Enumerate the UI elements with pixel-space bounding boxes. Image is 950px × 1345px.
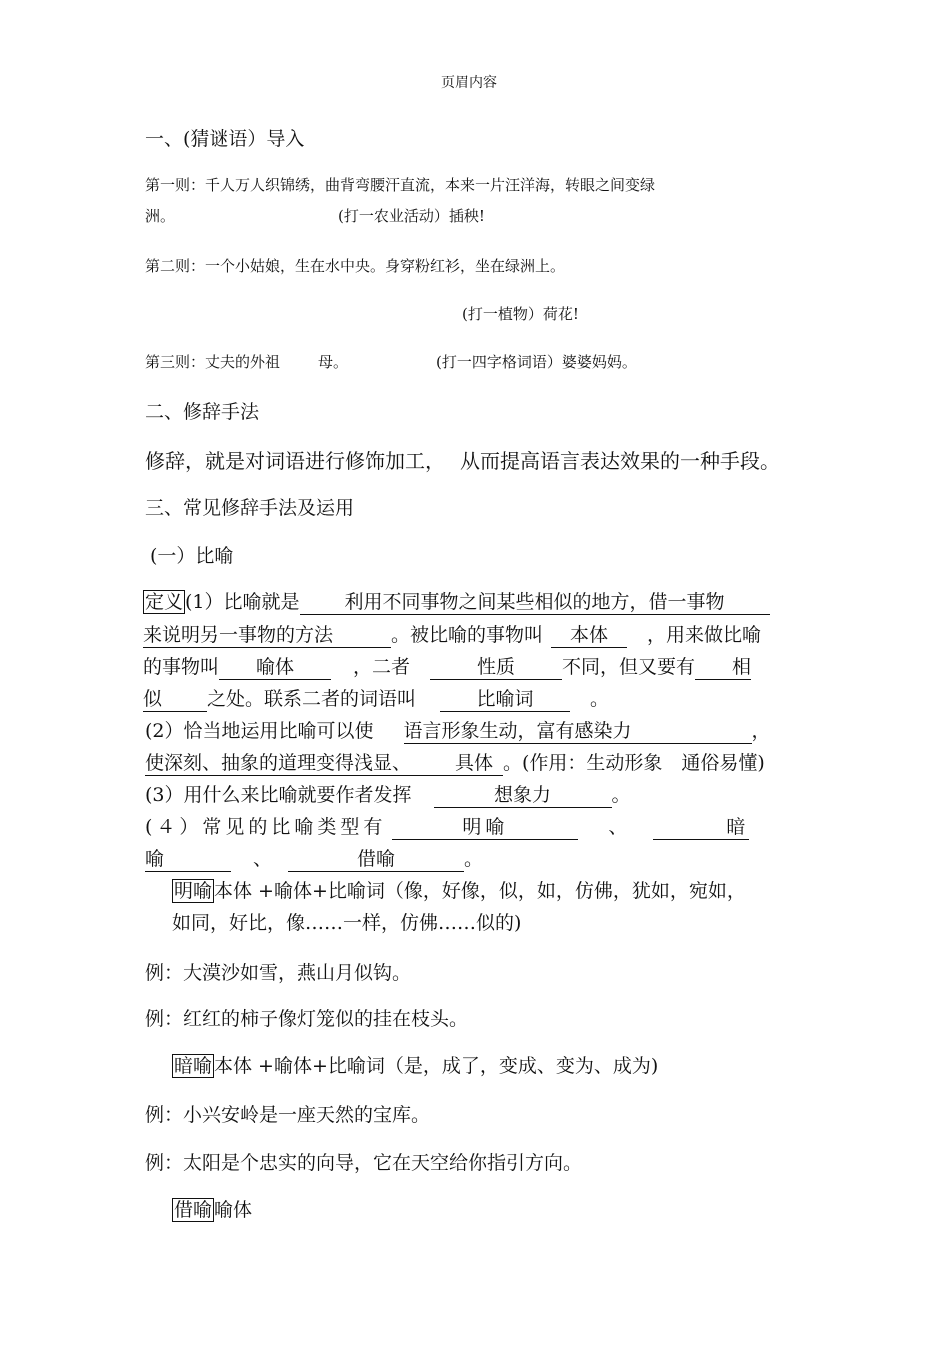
p1-text-h: 。	[590, 688, 610, 710]
section1-title: 一、(猜谜语）导入	[145, 128, 305, 150]
p1-line1	[143, 587, 770, 615]
p2-blank-1: 语言形象生动，富有感染力	[404, 721, 752, 744]
p1-line3	[143, 652, 751, 680]
riddle3-answer: (打一四字格词语）婆婆妈妈。	[436, 353, 637, 371]
jieyu-line1	[172, 1195, 252, 1222]
p2-blank-3: 具体	[445, 753, 503, 776]
p1-line2	[143, 620, 761, 648]
example-3: 例：小兴安岭是一座天然的宝库。	[145, 1104, 431, 1126]
p4-text-b: 、	[608, 816, 632, 838]
jieyu-text-1: 喻体	[214, 1199, 253, 1221]
riddle1-answer: (打一农业活动）插秧!	[338, 207, 485, 225]
p2-line2	[145, 748, 765, 776]
mingyu-line2: 如同，好比，像……一样，仿佛……似的)	[172, 912, 522, 934]
section2-title: 二、修辞手法	[145, 401, 260, 423]
p4-line2	[145, 844, 483, 872]
p4-text-a: (４）常见的比喻类型有	[145, 816, 387, 838]
p1-blank-2: 来说明另一事物的方法	[143, 625, 391, 648]
p4-blank-3: 借喻	[288, 849, 464, 872]
p2-text-a: (2）恰当地运用比喻可以使	[145, 720, 374, 742]
mingyu-text-1: 本体 +喻体+比喻词（像，好像，似，如，仿佛，犹如，宛如，	[214, 880, 746, 902]
example-2: 例：红红的柿子像灯笼似的挂在枝头。	[145, 1008, 469, 1030]
p4-text-d: 。	[464, 848, 484, 870]
sub-simile-title: (一）比喻	[150, 545, 234, 567]
p1-text-a: (1）比喻就是	[185, 591, 300, 613]
p1-text-d: 的事物叫	[143, 656, 220, 678]
p1-blank-5: 性质	[430, 657, 562, 680]
p1-blank-1: 利用不同事物之间某些相似的地方，借一事物	[300, 592, 770, 615]
p2-blank-2: 使深刻、抽象的道理变得浅显、	[145, 753, 445, 776]
p1-blank-3: 本体	[551, 625, 627, 648]
p1-text-f: 不同，但又要有	[562, 656, 696, 678]
p3-line1	[145, 780, 631, 808]
riddle1-line2a: 洲。	[145, 207, 176, 225]
p4-blank-1: 明喻	[392, 817, 578, 840]
p3-text-a: (3）用什么来比喻就要作者发挥	[145, 784, 412, 806]
definition-box: 定义	[145, 591, 184, 613]
anyu-text-1: 本体 +喻体+比喻词（是，成了，变成、变为、成为)	[214, 1055, 659, 1077]
riddle2-answer: (打一植物）荷花!	[462, 305, 579, 323]
p1-text-g: 之处。联系二者的词语叫	[207, 688, 417, 710]
section3-title: 三、常见修辞手法及运用	[145, 497, 355, 519]
riddle1-line1: 第一则：千人万人织锦绣，曲背弯腰汗直流，本来一片汪洋海，转眼之间变绿	[145, 176, 656, 194]
page-header: 页眉内容	[441, 75, 497, 91]
mingyu-line1	[172, 876, 746, 903]
p1-blank-6b: 似	[143, 689, 207, 712]
p1-text-e: ，二者	[353, 656, 411, 678]
p1-blank-7: 比喻词	[440, 689, 570, 712]
p1-text-c: ，用来做比喻	[647, 624, 762, 646]
mingyu-box: 明喻	[174, 880, 213, 902]
p1-line4	[143, 684, 609, 712]
p1-blank-4: 喻体	[219, 657, 331, 680]
anyu-line1	[172, 1051, 658, 1078]
section2-definition: 修辞，就是对词语进行修饰加工，	[145, 449, 445, 473]
riddle3-a: 第三则：丈夫的外祖	[145, 353, 281, 371]
p1-blank-6a: 相	[695, 657, 751, 680]
p2-text-c: 。(作用：生动形象 通俗易懂)	[503, 752, 765, 774]
riddle3-b: 母。	[318, 353, 349, 371]
p4-blank-2b: 喻	[145, 849, 231, 872]
jieyu-box: 借喻	[174, 1199, 213, 1221]
p2-line1	[145, 716, 771, 744]
p4-line1	[145, 812, 749, 840]
example-4: 例：太阳是个忠实的向导，它在天空给你指引方向。	[145, 1152, 583, 1174]
example-1: 例：大漠沙如雪，燕山月似钩。	[145, 962, 412, 984]
p4-text-c: 、	[253, 848, 273, 870]
anyu-box: 暗喻	[174, 1055, 213, 1077]
section2-definition-2: 从而提高语言表达效果的一种手段。	[460, 449, 780, 473]
p2-text-b: ，	[751, 720, 771, 742]
p3-text-b: 。	[611, 784, 631, 806]
p1-text-b: 。被比喻的事物叫	[391, 624, 544, 646]
p4-blank-2a: 暗	[653, 817, 749, 840]
riddle2-line1: 第二则：一个小姑娘，生在水中央。身穿粉红衫，坐在绿洲上。	[145, 257, 566, 275]
p3-blank-1: 想象力	[434, 785, 612, 808]
